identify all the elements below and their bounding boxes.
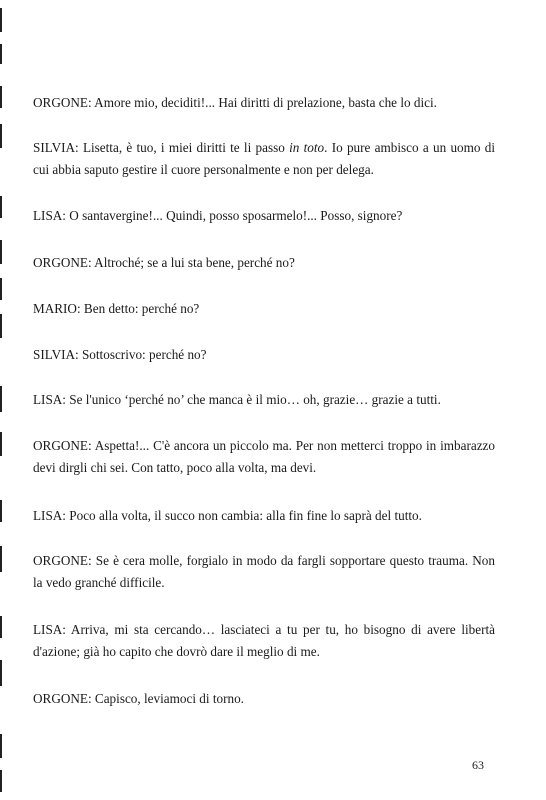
paragraph-orgone-3 [33, 435, 495, 479]
paragraph-text: ORGONE: Amore mio, deciditi!... Hai diritti di prelazione, basta che lo dici. [33, 95, 437, 110]
paragraph-text: SILVIA: Lisetta, è tuo, i miei diritti te li passo in toto. Io pure ambisco a un uomo di cui abbia saputo gestire il cuore personalmente e non per delega. [33, 140, 496, 177]
binding-edge-mark [0, 386, 2, 412]
paragraph-text: ORGONE: Aspetta!... C'è ancora un piccolo ma. Per non metterci troppo in imbarazzo devi dirgli chi sei. Con tatto, poco alla volta, ma devi. [33, 438, 495, 475]
italic-phrase: in toto [289, 140, 325, 155]
binding-edge-mark [0, 278, 2, 300]
paragraph-text: LISA: Poco alla volta, il succo non cambia: alla fin fine lo saprà del tutto. [33, 508, 422, 523]
paragraph-text: SILVIA: Sottoscrivo: perché no? [33, 347, 207, 362]
paragraph-lisa-4 [33, 619, 495, 663]
binding-edge-mark [0, 124, 2, 148]
paragraph-text: MARIO: Ben detto: perché no? [33, 301, 200, 316]
paragraph-text: ORGONE: Se è cera molle, forgialo in modo da fargli sopportare questo trauma. Non la vedo granché difficile. [33, 553, 495, 590]
binding-edge-mark [0, 500, 2, 522]
paragraph-lisa-2 [33, 389, 495, 411]
binding-edge-mark [0, 196, 2, 218]
binding-edge-mark [0, 44, 2, 64]
binding-edge-mark [0, 314, 2, 338]
paragraph-text: LISA: Se l'unico ‘perché no’ che manca è il mio… oh, grazie… grazie a tutti. [33, 392, 441, 407]
paragraph-silvia-2 [33, 344, 495, 366]
paragraph-orgone-1 [33, 92, 495, 114]
paragraph-orgone-5 [33, 688, 495, 710]
paragraph-text: ORGONE: Altroché; se a lui sta bene, perché no? [33, 255, 295, 270]
paragraph-orgone-4 [33, 550, 495, 594]
paragraph-silvia-1 [33, 137, 495, 181]
binding-edge-mark [0, 240, 2, 264]
paragraph-mario-1 [33, 298, 495, 320]
paragraph-orgone-2 [33, 252, 495, 274]
paragraph-lisa-1 [33, 205, 495, 227]
page-number: 63 [472, 758, 484, 772]
binding-edge-mark [0, 660, 2, 686]
binding-edge-mark [0, 8, 2, 32]
paragraph-text: LISA: O santavergine!... Quindi, posso sposarmelo!... Posso, signore? [33, 208, 403, 223]
paragraph-text: ORGONE: Capisco, leviamoci di torno. [33, 691, 244, 706]
binding-edge-mark [0, 616, 2, 638]
binding-edge-mark [0, 734, 2, 758]
paragraph-text: LISA: Arriva, mi sta cercando… lasciateci a tu per tu, ho bisogno di avere libertà d'azione; già ho capito che dovrò dare il meglio di me. [33, 622, 495, 659]
binding-edge-mark [0, 432, 2, 456]
binding-edge-mark [0, 770, 2, 792]
paragraph-lisa-3 [33, 505, 495, 527]
binding-edge-mark [0, 546, 2, 572]
binding-edge-mark [0, 86, 2, 108]
